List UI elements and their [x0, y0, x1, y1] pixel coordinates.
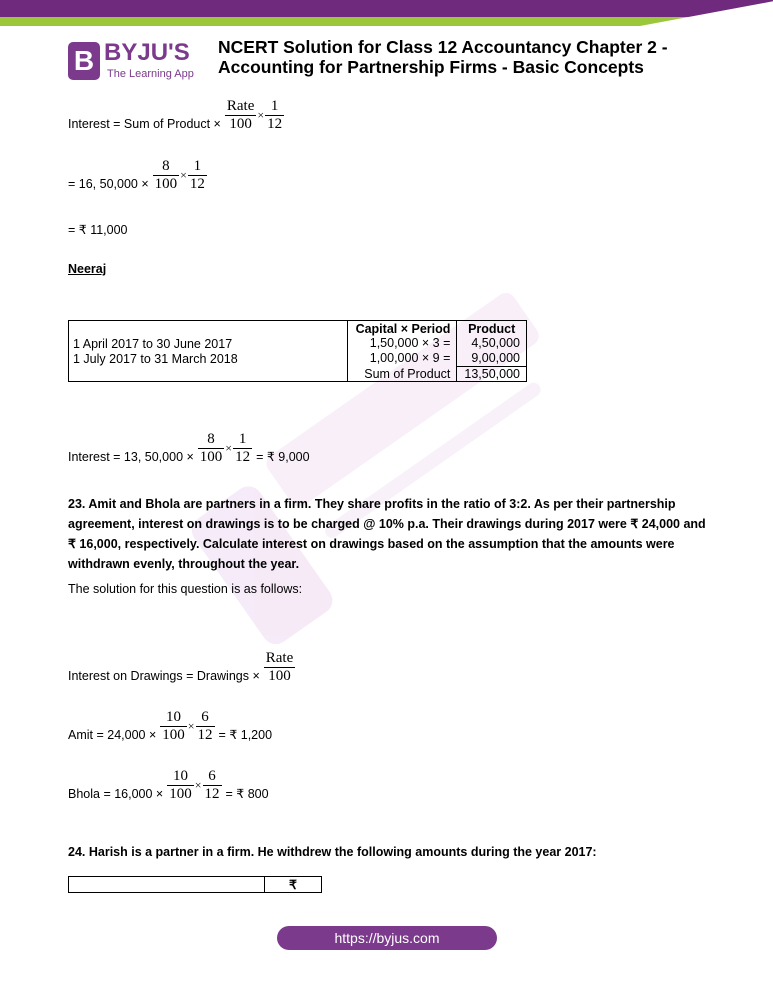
header-band-green [0, 17, 760, 26]
numerator: Rate [226, 98, 255, 114]
denominator: 12 [267, 116, 283, 132]
calc-step-2-row [68, 158, 207, 193]
denominator: 100 [162, 727, 185, 743]
byjus-logo-tagline: The Learning App [107, 68, 194, 80]
denominator: 12 [189, 176, 205, 192]
header-band-purple [0, 0, 773, 17]
neeraj-interest-row [68, 431, 310, 466]
table-header-row [69, 321, 527, 337]
calc-step-2-fraction: $\frac{8}{100}$ × $\frac{1}{12}$ [154, 158, 205, 192]
bhola-result: = ₹ 800 [225, 787, 269, 801]
drawings-formula-fraction [264, 650, 296, 685]
amit-row [68, 709, 272, 744]
harish-drawings-table [68, 876, 322, 893]
neeraj-interest-result: = ₹ 9,000 [256, 450, 310, 464]
numerator: 6 [196, 709, 215, 727]
capital-period-cell [348, 336, 457, 367]
neeraj-interest-label: Interest = 13, 50,000 × [68, 450, 194, 464]
denominator: 100 [229, 116, 252, 132]
capital-period-2: 1,00,000 × 9 = [369, 351, 451, 366]
denominator: 12 [197, 727, 213, 743]
question-23: 23. Amit and Bhola are partners in a firm. They share profits in the ratio of 3:2. As per their partnership agreement, interest on drawings is to be charged @ 10% p.a. Their drawings during 2017 were ₹ 24,000 and ₹ 16,000, respectively. Calculate interest on drawings based on the assumption that the amounts were withdrawn evenly, throughout the year. [68, 497, 706, 571]
byjus-logo-icon: B [68, 42, 100, 80]
sum-of-product-label: Sum of Product [348, 367, 457, 382]
product-2: 9,00,000 [471, 351, 520, 365]
bhola-fraction: $\frac{10}{100}$ × $\frac{6}{12}$ [169, 768, 220, 802]
interest-formula-fraction: Rate 100 × $\frac{1}{12}$ [226, 98, 283, 132]
period-cell [69, 321, 348, 382]
period-2: 1 July 2017 to 31 March 2018 [73, 352, 238, 366]
header-product: Product [468, 322, 516, 336]
sum-of-product-value: 13,50,000 [464, 367, 520, 381]
denominator: 100 [199, 449, 223, 465]
period-1: 1 April 2017 to 30 June 2017 [73, 337, 233, 351]
table-header-row [69, 877, 322, 893]
neeraj-heading: Neeraj [68, 262, 107, 276]
q23-intro: The solution for this question is as follows: [68, 582, 303, 596]
calc-step-2-label: = 16, 50,000 × [68, 177, 149, 191]
numerator: 10 [160, 709, 187, 727]
amit-result: = ₹ 1,200 [218, 728, 273, 742]
product-1: 4,50,000 [471, 336, 520, 350]
numerator: 6 [203, 768, 222, 786]
capital-period-1: 1,50,000 × 3 = [369, 336, 451, 351]
numerator: 1 [188, 158, 207, 176]
neeraj-interest-fraction: $\frac{8}{100}$ × $\frac{1}{12}$ [199, 431, 251, 465]
bhola-row [68, 768, 269, 803]
page-title [218, 37, 668, 77]
numerator: 8 [153, 158, 180, 176]
drawings-formula-label: Interest on Drawings = Drawings × [68, 669, 260, 683]
denominator: 100 [268, 668, 291, 684]
numerator: Rate [265, 650, 294, 666]
numerator: 8 [198, 431, 225, 449]
numerator: 10 [167, 768, 194, 786]
numerator: 1 [233, 431, 252, 449]
product-cell [457, 336, 527, 367]
footer-url-link[interactable]: https://byjus.com [277, 926, 497, 950]
denominator: 12 [235, 449, 251, 465]
calc-step-3-result: = ₹ 11,000 [68, 223, 128, 237]
header-rupee: ₹ [289, 878, 297, 892]
denominator: 12 [204, 786, 220, 802]
header-blank [69, 877, 265, 893]
title-line-1: NCERT Solution for Class 12 Accountancy Chapter 2 - [218, 37, 668, 57]
denominator: 100 [169, 786, 192, 802]
interest-formula-label: Interest = Sum of Product × [68, 117, 221, 131]
neeraj-product-table [68, 320, 527, 382]
amit-fraction: $\frac{10}{100}$ × $\frac{6}{12}$ [162, 709, 213, 743]
byjus-logo-text: BYJU'S [104, 39, 190, 66]
numerator: 1 [265, 98, 284, 116]
title-line-2: Accounting for Partnership Firms - Basic Concepts [218, 57, 644, 77]
drawings-formula-row [68, 650, 295, 685]
bhola-label: Bhola = 16,000 × [68, 787, 164, 801]
interest-formula-row [68, 98, 284, 133]
header-capital-period: Capital × Period [348, 321, 457, 337]
question-24: 24. Harish is a partner in a firm. He withdrew the following amounts during the year 2017: [68, 845, 597, 859]
amit-label: Amit = 24,000 × [68, 728, 157, 742]
denominator: 100 [154, 176, 178, 192]
